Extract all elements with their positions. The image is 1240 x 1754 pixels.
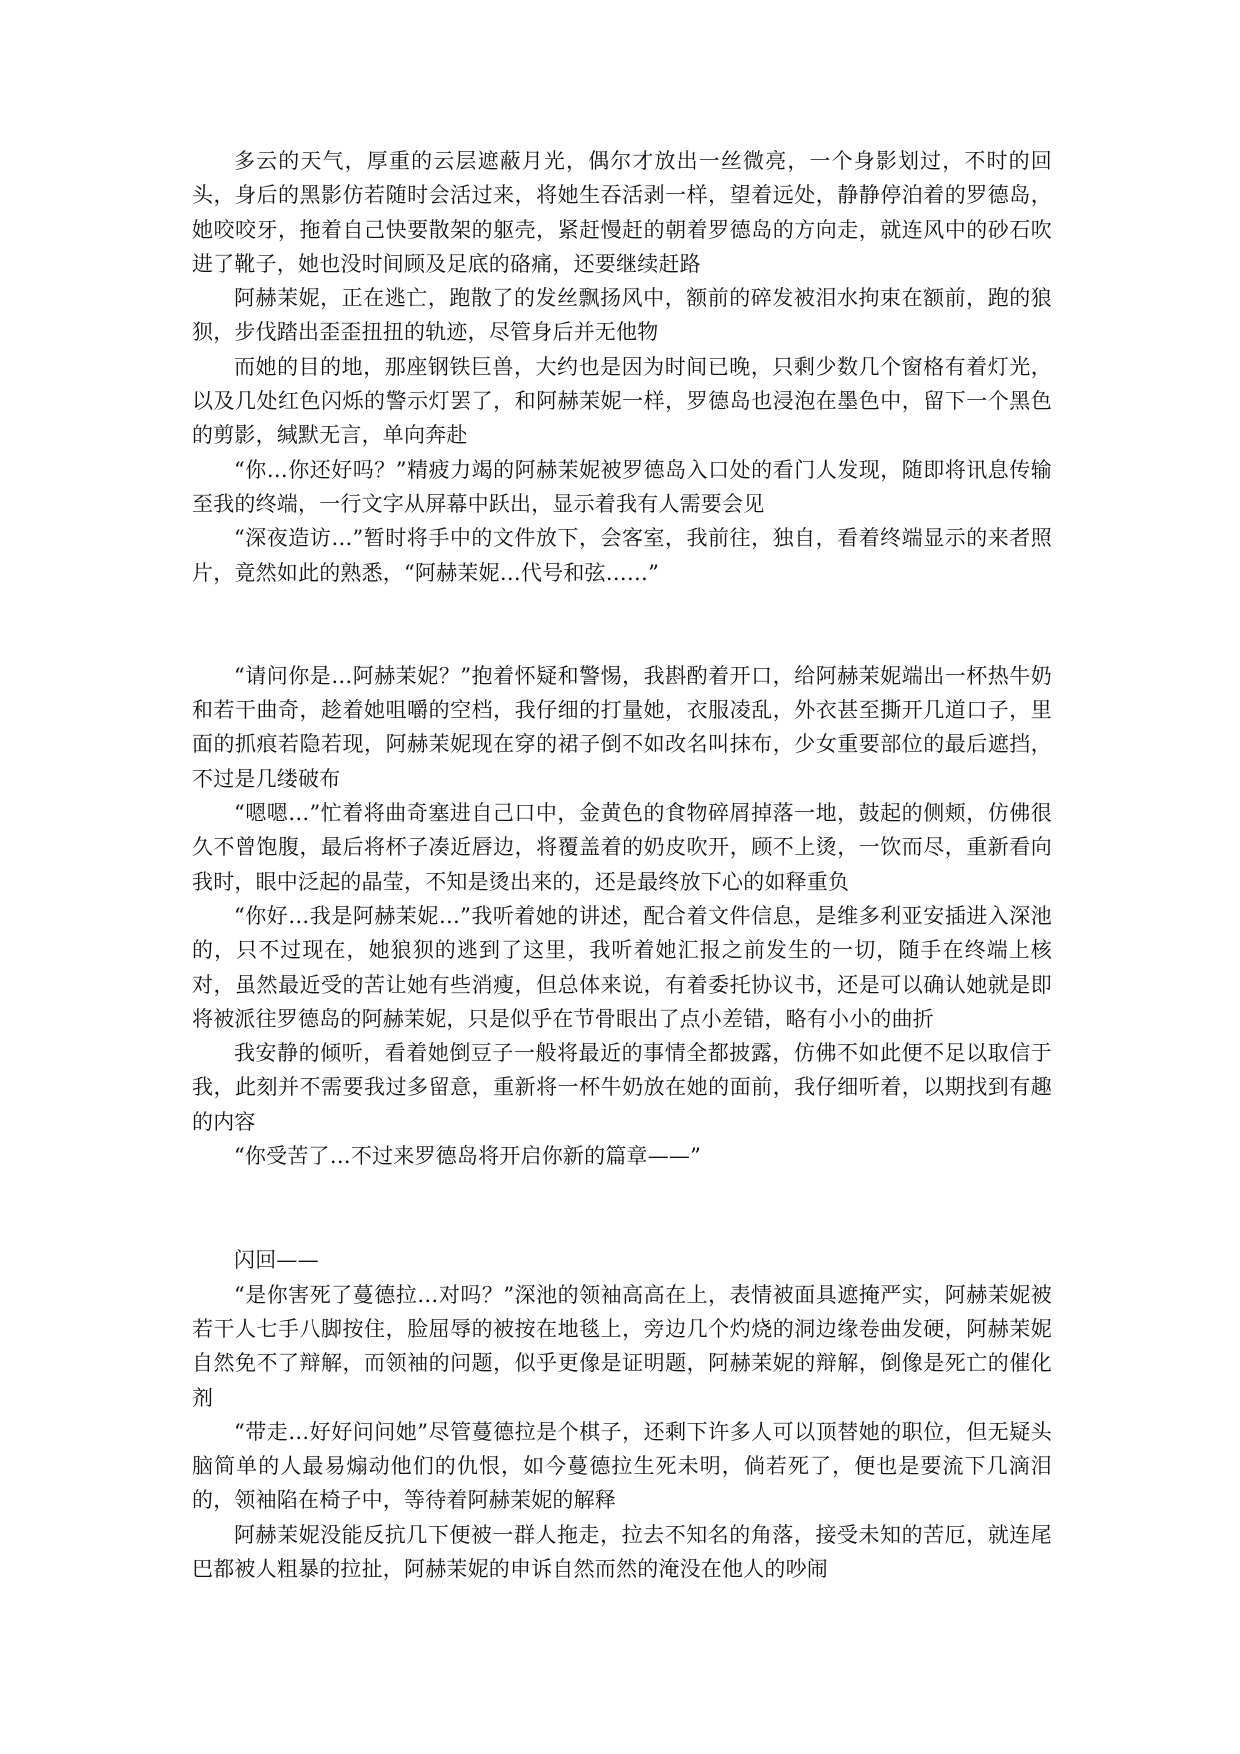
paragraph: 多云的天气，厚重的云层遮蔽月光，偶尔才放出一丝微亮，一个身影划过，不时的回头，身后的黑影仿若随时会活过来，将她生吞活剥一样，望着远处，静静停泊着的罗德岛，她咬咬牙，拖着自己快要散架的躯壳，紧赶慢赶的朝着罗德岛的方向走，就连风中的砂石吹进了靴子，她也没时间顾及足底的硌痛，还要继续赶路 <box>192 149 1052 276</box>
paragraph: 阿赫茉妮没能反抗几下便被一群人拖走，拉去不知名的角落，接受未知的苦厄，就连尾巴都被人粗暴的拉扯，阿赫茉妮的申诉自然而然的淹没在他人的吵闹 <box>192 1522 1052 1581</box>
document-body <box>192 144 1052 1586</box>
paragraph: 而她的目的地，那座钢铁巨兽，大约也是因为时间已晚，只剩少数几个窗格有着灯光，以及几处红色闪烁的警示灯罢了，和阿赫茉妮一样，罗德岛也浸泡在墨色中，留下一个黑色的剪影，缄默无言，单向奔赴 <box>192 354 1052 448</box>
paragraph: “请问你是…阿赫茉妮？”抱着怀疑和警惕，我斟酌着开口，给阿赫茉妮端出一杯热牛奶和若干曲奇，趁着她咀嚼的空档，我仔细的打量她，衣服凌乱，外衣甚至撕开几道口子，里面的抓痕若隐若现，阿赫茉妮现在穿的裙子倒不如改名叫抹布，少女重要部位的最后遮挡，不过是几缕破布 <box>192 663 1052 791</box>
paragraph: 闪回—— <box>234 1248 319 1273</box>
paragraph: 阿赫茉妮，正在逃亡，跑散了的发丝飘扬风中，额前的碎发被泪水拘束在额前，跑的狼狈，步伐踏出歪歪扭扭的轨迹，尽管身后并无他物 <box>192 286 1052 345</box>
section-break <box>192 1173 1052 1243</box>
paragraph: “深夜造访…”暂时将手中的文件放下，会客室，我前往，独自，看着终端显示的来者照片，竟然如此的熟悉，“阿赫茉妮…代号和弦……” <box>192 526 1052 585</box>
paragraph: “你受苦了…不过来罗德岛将开启你新的篇章——” <box>234 1144 702 1169</box>
paragraph: “你…你还好吗？”精疲力竭的阿赫茉妮被罗德岛入口处的看门人发现，随即将讯息传输至我的终端，一行文字从屏幕中跃出，显示着我有人需要会见 <box>192 457 1052 516</box>
paragraph: “你好…我是阿赫茉妮…”我听着她的讲述，配合着文件信息，是维多利亚安插进入深池的，只不过现在，她狼狈的逃到了这里，我听着她汇报之前发生的一切，随手在终端上核对，虽然最近受的苦让她有些消瘦，但总体来说，有着委托协议书，还是可以确认她就是即将被派往罗德岛的阿赫茉妮，只是似乎在节骨眼出了点小差错，略有小小的曲折 <box>192 903 1052 1031</box>
paragraph: “是你害死了蔓德拉…对吗？”深池的领袖高高在上，表情被面具遮掩严实，阿赫茉妮被若干人七手八脚按住，脸屈辱的被按在地毯上，旁边几个灼烧的洞边缘卷曲发硬，阿赫茉妮自然免不了辩解，而领袖的问题，似乎更像是证明题，阿赫茉妮的辩解，倒像是死亡的催化剂 <box>192 1282 1052 1410</box>
section-break <box>192 590 1052 659</box>
paragraph: “带走…好好问问她”尽管蔓德拉是个棋子，还剩下许多人可以顶替她的职位，但无疑头脑简单的人最易煽动他们的仇恨，如今蔓德拉生死未明，倘若死了，便也是要流下几滴泪的，领袖陷在椅子中，等待着阿赫茉妮的解释 <box>192 1419 1052 1513</box>
paragraph: 我安静的倾听，看着她倒豆子一般将最近的事情全都披露，仿佛不如此便不足以取信于我，此刻并不需要我过多留意，重新将一杯牛奶放在她的面前，我仔细听着，以期找到有趣的内容 <box>192 1041 1052 1134</box>
paragraph: “嗯嗯…”忙着将曲奇塞进自己口中，金黄色的食物碎屑掉落一地，鼓起的侧颊，仿佛很久不曾饱腹，最后将杯子凑近唇边，将覆盖着的奶皮吹开，顾不上烫，一饮而尽，重新看向我时，眼中泛起的晶莹，不知是烫出来的，还是最终放下心的如释重负 <box>192 801 1052 894</box>
